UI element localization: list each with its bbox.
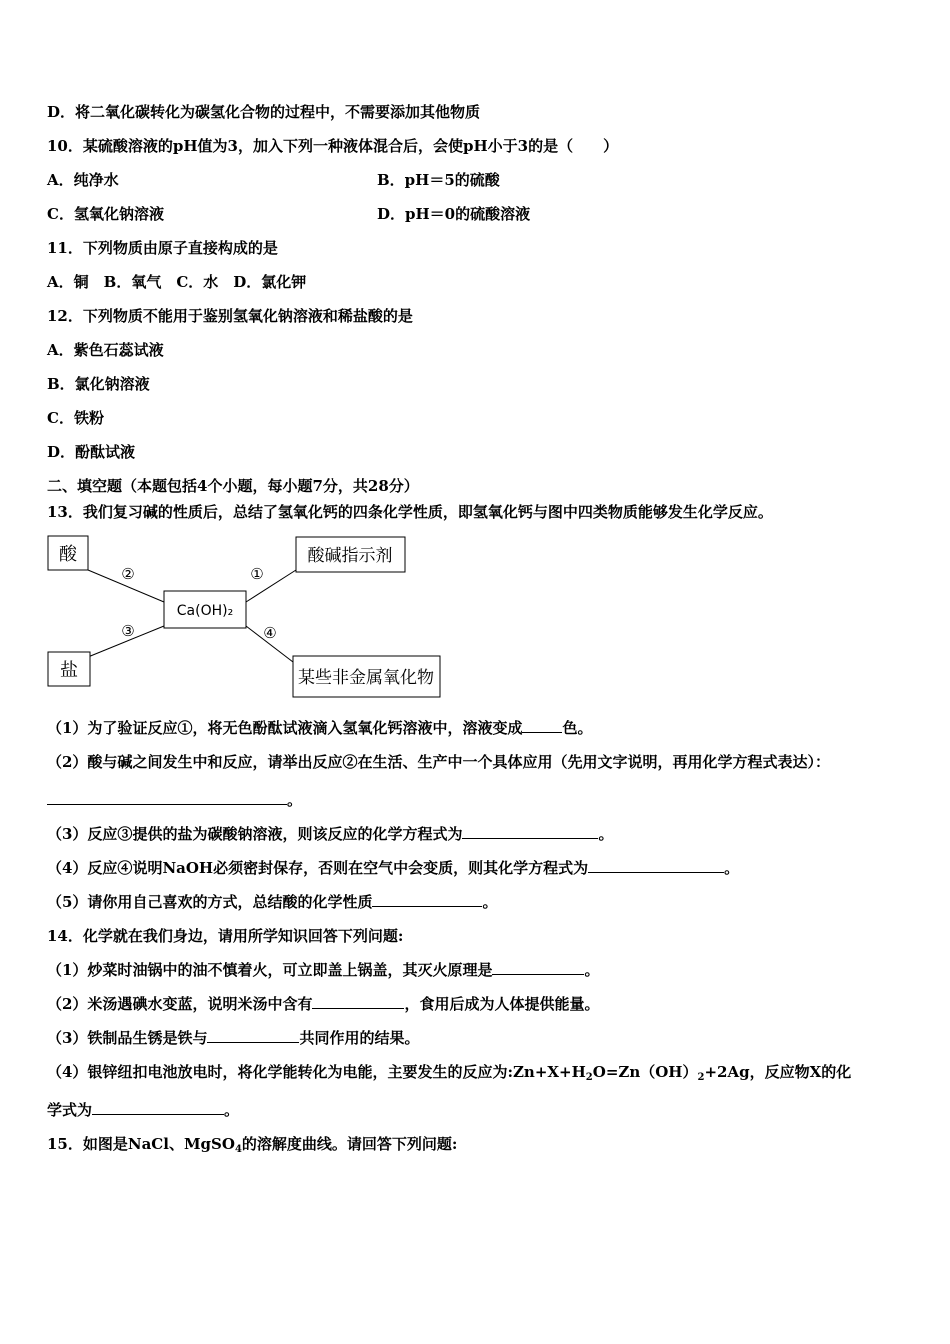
q14-1-end: 。 <box>584 961 600 979</box>
q14-part-4-answer <box>47 1100 239 1120</box>
q13-2-blank[interactable] <box>47 790 287 805</box>
q10-option-b: B．pH＝5的硫酸 <box>377 171 500 189</box>
q14-4-blank[interactable] <box>92 1100 224 1115</box>
q10-option-d: D．pH＝0的硫酸溶液 <box>377 205 531 223</box>
reaction-4-marker: ④ <box>263 624 277 642</box>
question-12: 12．下列物质不能用于鉴别氢氧化钠溶液和稀盐酸的是 <box>47 307 413 325</box>
q14-2-end: ，食用后成为人体提供能量。 <box>404 995 600 1013</box>
q13-5-blank[interactable] <box>372 892 482 907</box>
q11-options: A．铜 B．氧气 C．水 D．氯化钾 <box>47 273 307 291</box>
q13-part-4 <box>47 858 739 878</box>
q14-3-text: （3）铁制品生锈是铁与 <box>47 1029 208 1047</box>
q14-4-sub-b: 2 <box>697 1072 705 1083</box>
q13-1-blank[interactable] <box>522 718 562 733</box>
q15-text-a: 15．如图是NaCl、MgSO <box>47 1135 235 1153</box>
q13-2-end: 。 <box>287 791 303 809</box>
q14-2-text: （2）米汤遇碘水变蓝，说明米汤中含有 <box>47 995 313 1013</box>
oxide-label: 某些非金属氧化物 <box>298 668 434 688</box>
q13-part-2-answer <box>47 790 302 810</box>
q13-part-2: （2）酸与碱之间发生中和反应，请举出反应②在生活、生产中一个具体应用（先用文字说明，再用化学方程式表达）： <box>47 753 830 771</box>
q13-3-text: （3）反应③提供的盐为碳酸钠溶液，则该反应的化学方程式为 <box>47 825 463 843</box>
q10-option-c: C．氢氧化钠溶液 <box>47 205 164 223</box>
q14-part-4 <box>47 1062 851 1082</box>
q12-option-d: D．酚酞试液 <box>47 443 136 461</box>
q12-option-c: C．铁粉 <box>47 409 104 427</box>
reaction-1-marker: ① <box>250 565 264 583</box>
q10-option-a: A．纯净水 <box>47 171 119 189</box>
q14-3-end: 共同作用的结果。 <box>299 1029 420 1047</box>
q13-1-end: 色。 <box>562 719 593 737</box>
q14-4-text-c: +2Ag，反应物X的化 <box>704 1063 852 1081</box>
q13-part-3 <box>47 824 613 844</box>
q13-4-end: 。 <box>724 859 740 877</box>
q15-sub: 4 <box>234 1144 242 1155</box>
center-label: Ca(OH)₂ <box>176 603 234 619</box>
section-2-heading: 二、填空题（本题包括4个小题，每小题7分，共28分） <box>47 477 419 495</box>
q14-2-blank[interactable] <box>312 994 404 1009</box>
q14-1-text: （1）炒菜时油锅中的油不慎着火，可立即盖上锅盖，其灭火原理是 <box>47 961 493 979</box>
q15-text-b: 的溶解度曲线。请回答下列问题: <box>241 1135 458 1153</box>
acid-label: 酸 <box>59 544 77 565</box>
q13-3-blank[interactable] <box>462 824 598 839</box>
q13-3-end: 。 <box>598 825 614 843</box>
q13-4-text: （4）反应④说明NaOH必须密封保存，否则在空气中会变质，则其化学方程式为 <box>47 859 589 877</box>
question-10: 10．某硫酸溶液的pH值为3，加入下列一种液体混合后，会使pH小于3的是（ ） <box>47 137 619 155</box>
q13-4-blank[interactable] <box>588 858 724 873</box>
q14-part-2 <box>47 994 599 1014</box>
indicator-label: 酸碱指示剂 <box>307 546 393 566</box>
q14-4-text: （4）银锌纽扣电池放电时，将化学能转化为电能，主要发生的反应为:Zn+X+H <box>47 1063 586 1081</box>
q12-option-b: B．氯化钠溶液 <box>47 375 150 393</box>
caoh2-reaction-diagram <box>40 532 450 707</box>
question-13: 13．我们复习碱的性质后，总结了氢氧化钙的四条化学性质，即氢氧化钙与图中四类物质能够发生化学反应。 <box>47 503 773 521</box>
q13-1-text: （1）为了验证反应①，将无色酚酞试液滴入氢氧化钙溶液中，溶液变成 <box>47 719 523 737</box>
question-14: 14．化学就在我们身边，请用所学知识回答下列问题: <box>47 927 404 945</box>
q13-5-text: （5）请你用自己喜欢的方式，总结酸的化学性质 <box>47 893 373 911</box>
q12-option-a: A．紫色石蕊试液 <box>47 341 164 359</box>
question-11: 11．下列物质由原子直接构成的是 <box>47 239 278 257</box>
question-15 <box>47 1134 457 1154</box>
q14-4-label: 学式为 <box>47 1101 93 1119</box>
reaction-2-marker: ② <box>121 565 135 583</box>
reaction-3-marker: ③ <box>121 622 135 640</box>
q13-part-5 <box>47 892 497 912</box>
q14-1-blank[interactable] <box>492 960 584 975</box>
q14-3-blank[interactable] <box>207 1028 299 1043</box>
q14-4-end: 。 <box>224 1101 240 1119</box>
salt-label: 盐 <box>60 660 78 681</box>
q14-4-sub: 2 <box>585 1072 593 1083</box>
q14-4-text-b: O=Zn（OH） <box>592 1063 698 1081</box>
q14-part-1 <box>47 960 599 980</box>
q13-part-1 <box>47 718 592 738</box>
q9-option-d: D．将二氧化碳转化为碳氢化合物的过程中，不需要添加其他物质 <box>47 103 481 121</box>
q13-5-end: 。 <box>482 893 498 911</box>
q14-part-3 <box>47 1028 419 1048</box>
